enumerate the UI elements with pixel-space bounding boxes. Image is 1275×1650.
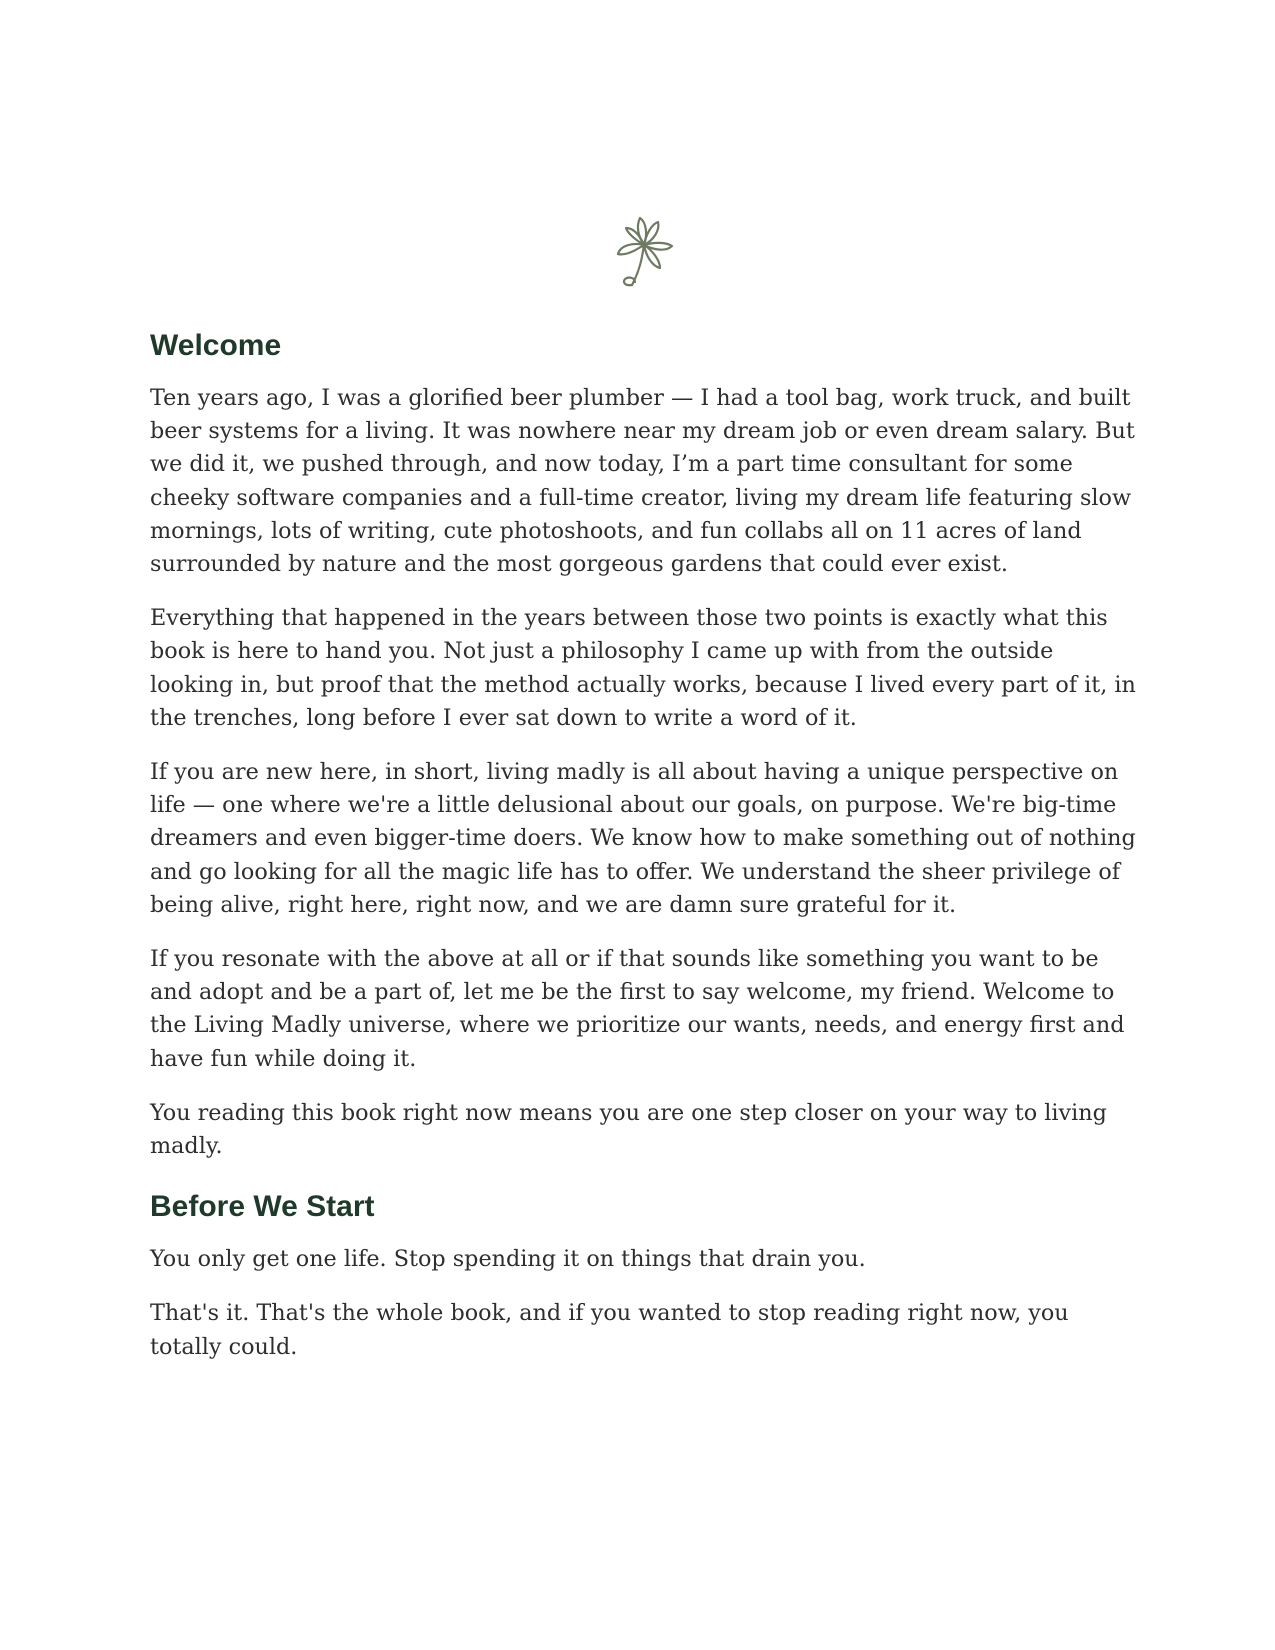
welcome-paragraph-3: If you are new here, in short, living madly is all about having a unique perspective on life — one where we're a little delusional about our goals, on purpose. We're big-time dreamers and even bigger-time doers. We know how to make something out of nothing and go looking for all the magic life has to offer. We understand the sheer privilege of being alive, right here, right now, and we are damn sure grateful for it. [150, 759, 1136, 918]
before-we-start-paragraph-1: You only get one life. Stop spending it on things that drain you. [150, 1246, 866, 1273]
flower-sprig-icon [608, 208, 682, 288]
welcome-paragraph-2: Everything that happened in the years between those two points is exactly what this book is here to hand you. Not just a philosophy I came up with from the outside looking in, but proof that the method actually works, because I lived every part of it, in the trenches, long before I ever sat down to write a word of it. [150, 605, 1136, 731]
before-we-start-paragraph-2: That's it. That's the whole book, and if you wanted to stop reading right now, you totally could. [150, 1300, 1069, 1360]
welcome-paragraph-4: If you resonate with the above at all or if that sounds like something you want to be and adopt and be a part of, let me be the first to say welcome, my friend. Welcome to the Living Madly universe, where we prioritize our wants, needs, and energy first and have fun while doing it. [150, 946, 1125, 1072]
section-heading-welcome: Welcome [150, 329, 282, 362]
document-page [150, 208, 1140, 1385]
section-heading-before-we-start: Before We Start [150, 1190, 375, 1224]
welcome-paragraph-1: Ten years ago, I was a glorified beer plumber — I had a tool bag, work truck, and built beer systems for a living. It was nowhere near my dream job or even dream salary. But we did it, we pushed through, and now today, I’m a part time consultant for some cheeky software companies and a full-time creator, living my dream life featuring slow mornings, lots of writing, cute photoshoots, and fun collabs all on 11 acres of land surrounded by nature and the most gorgeous gardens that could ever exist. [150, 385, 1135, 578]
welcome-paragraph-5: You reading this book right now means you are one step closer on your way to living madly. [150, 1099, 1107, 1160]
